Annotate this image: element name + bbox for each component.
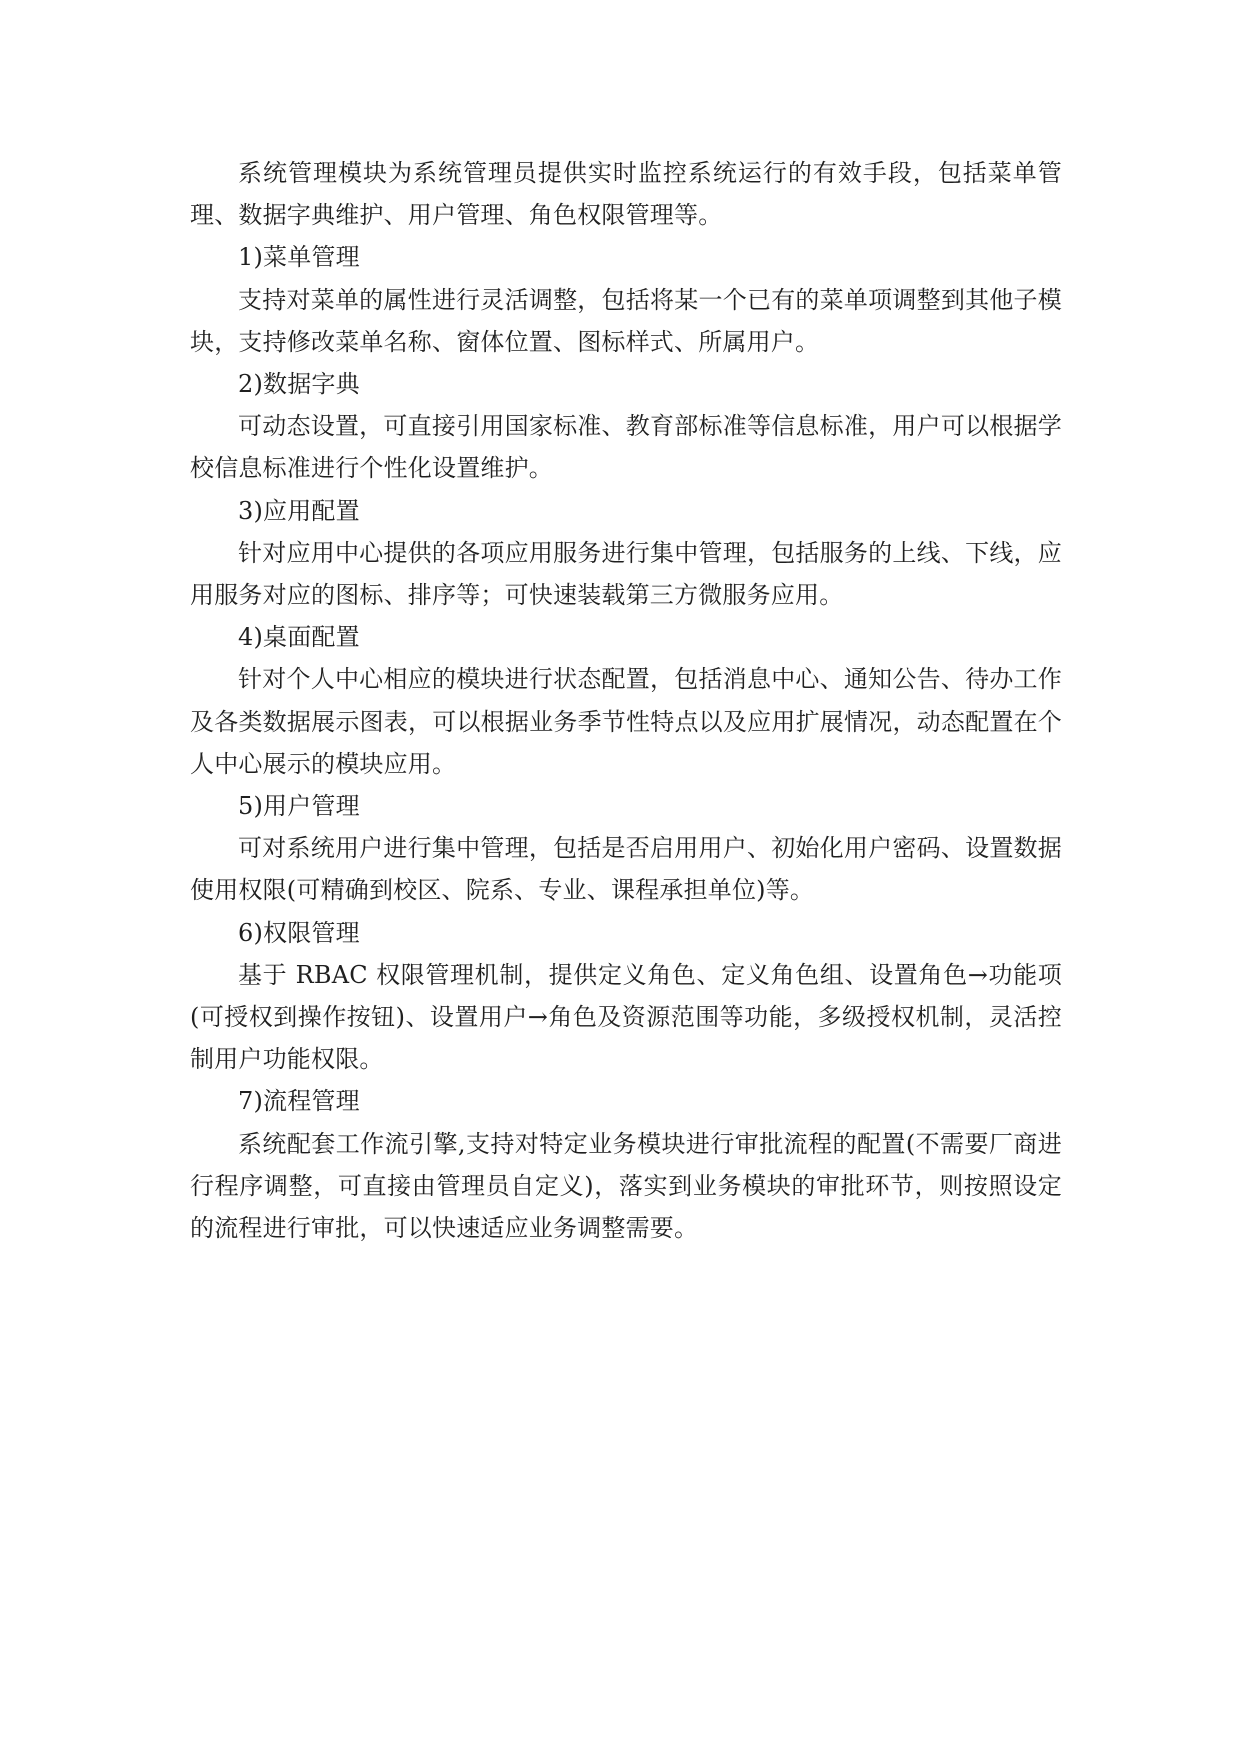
intro-paragraph: 系统管理模块为系统管理员提供实时监控系统运行的有效手段，包括菜单管理、数据字典维护、用户管理、角色权限管理等。	[190, 159, 1062, 230]
section-body-app-config: 针对应用中心提供的各项应用服务进行集中管理，包括服务的上线、下线，应用服务对应的图标、排序等；可快速装载第三方微服务应用。	[190, 538, 1062, 610]
section-body-user-management: 可对系统用户进行集中管理，包括是否启用用户、初始化用户密码、设置数据使用权限(可精确到校区、院系、专业、课程承担单位)等。	[190, 834, 1062, 905]
section-heading-desktop-config: 4)桌面配置	[238, 623, 360, 652]
section-heading-user-management: 5)用户管理	[238, 792, 360, 821]
document-body	[190, 152, 1062, 1249]
section-heading-app-config: 3)应用配置	[238, 496, 360, 525]
section-body-menu-management: 支持对菜单的属性进行灵活调整，包括将某一个已有的菜单项调整到其他子模块，支持修改菜单名称、窗体位置、图标样式、所属用户。	[190, 285, 1062, 356]
section-body-data-dictionary: 可动态设置，可直接引用国家标准、教育部标准等信息标准，用户可以根据学校信息标准进行个性化设置维护。	[190, 412, 1062, 483]
section-body-desktop-config: 针对个人中心相应的模块进行状态配置，包括消息中心、通知公告、待办工作及各类数据展示图表，可以根据业务季节性特点以及应用扩展情况，动态配置在个人中心展示的模块应用。	[190, 665, 1062, 778]
section-body-workflow-management: 系统配套工作流引擎,支持对特定业务模块进行审批流程的配置(不需要厂商进行程序调整，可直接由管理员自定义)，落实到业务模块的审批环节，则按照设定的流程进行审批，可以快速适应业务调整需要。	[190, 1129, 1062, 1243]
section-heading-workflow-management: 7)流程管理	[238, 1087, 360, 1116]
section-heading-data-dictionary: 2)数据字典	[238, 370, 360, 399]
section-body-permission-management: 基于 RBAC 权限管理机制，提供定义角色、定义角色组、设置角色→功能项(可授权到操作按钮)、设置用户→角色及资源范围等功能，多级授权机制，灵活控制用户功能权限。	[190, 960, 1062, 1074]
section-heading-permission-management: 6)权限管理	[238, 918, 360, 947]
section-heading-menu-management: 1)菜单管理	[238, 243, 360, 272]
